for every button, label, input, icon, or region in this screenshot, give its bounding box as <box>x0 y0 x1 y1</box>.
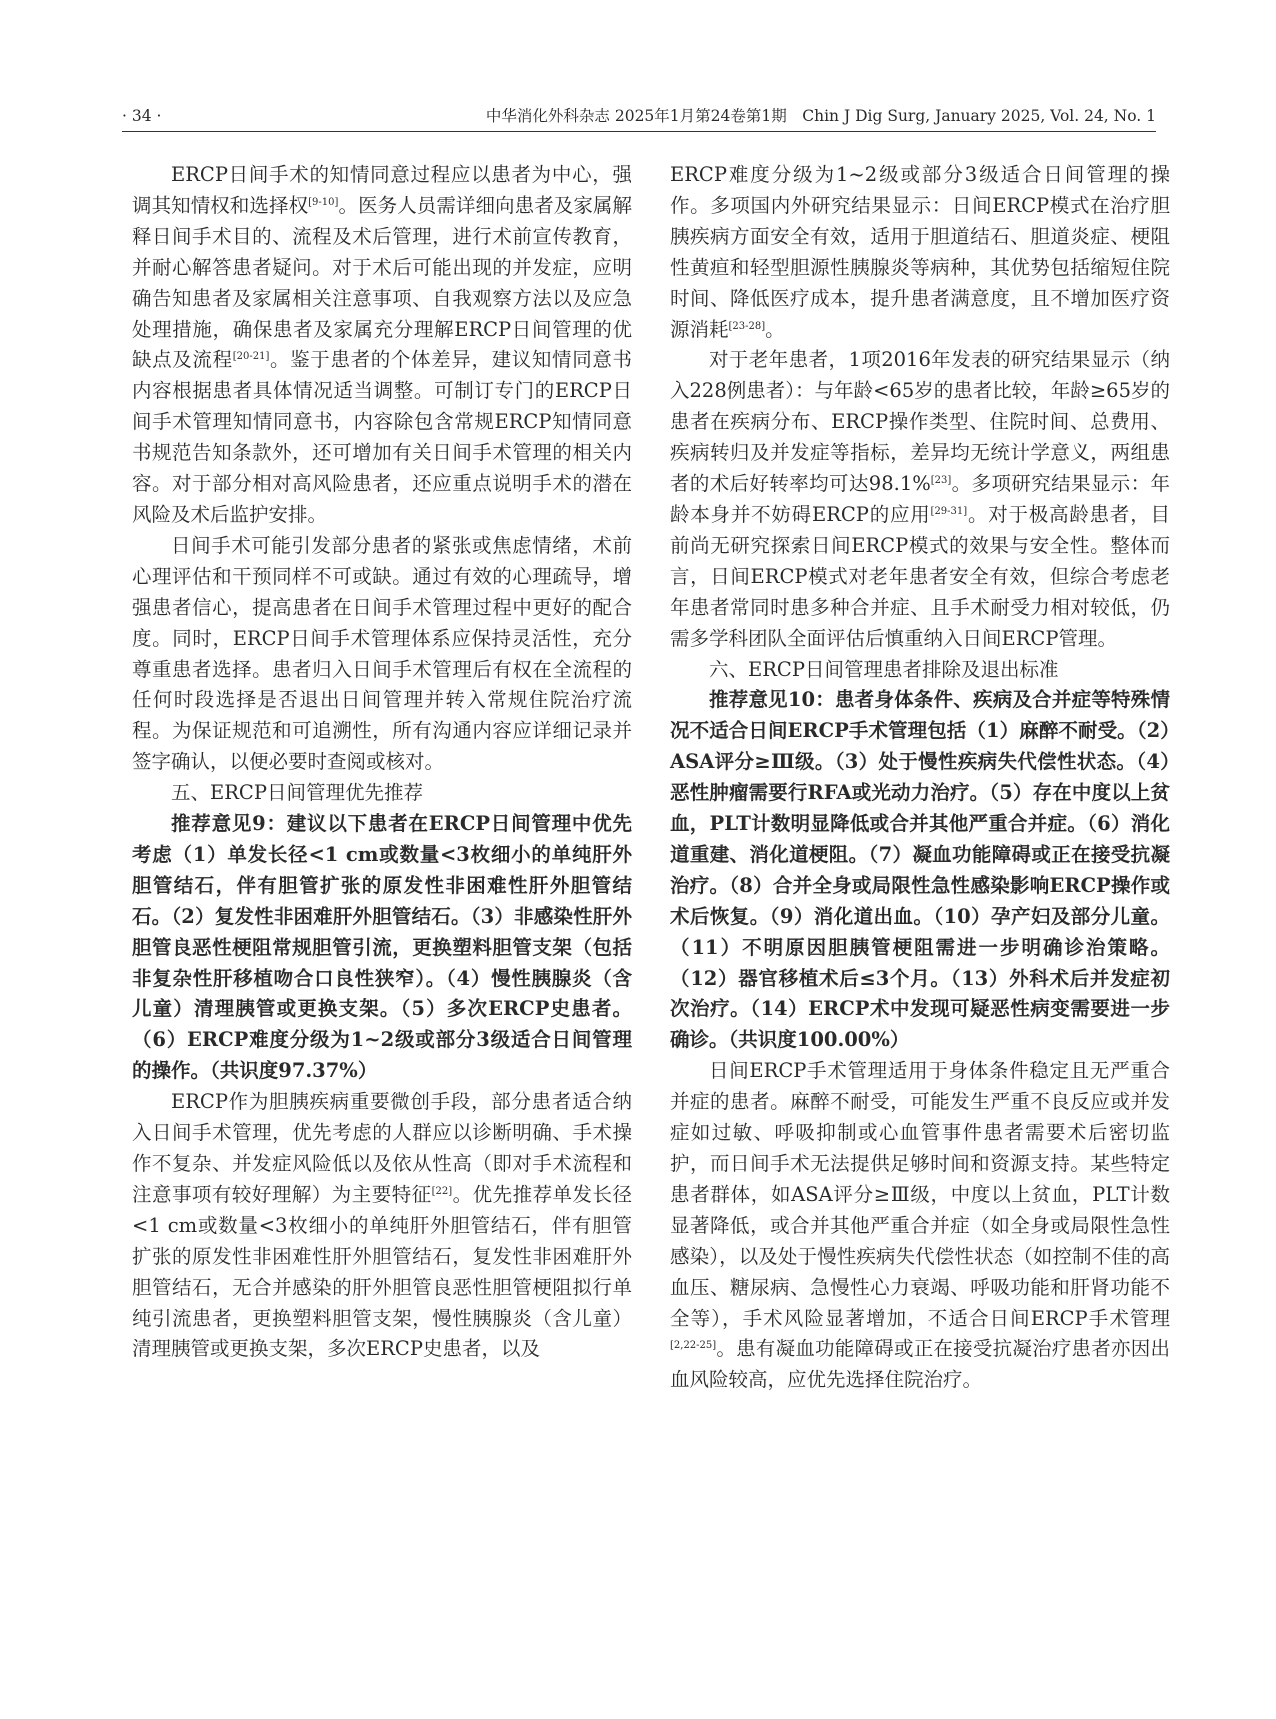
journal-running-head: 中华消化外科杂志 2025年1月第24卷第1期 Chin J Dig Surg, January 2025, Vol. 24, No. 1 <box>485 107 1156 125</box>
paragraph-text: 日间ERCP手术管理适用于身体条件稳定且无严重合并症的患者。麻醉不耐受，可能发生严重不良反应或并发症如过敏、呼吸抑制或心血管事件患者需要术后密切监护，而日间手术无法提供足够时间和资源支持。某些特定患者群体，如ASA评分≥Ⅲ级，中度以上贫血，PLT计数显著降低，或合并其他严重合并症（如全身或局限性急性感染），以及处于慢性疾病失代偿性状态（如控制不佳的高血压、糖尿病、急慢性心力衰竭、呼吸功能和肝肾功能不全等），手术风险显著增加，不适合日间ERCP手术管理 <box>670 1059 1170 1330</box>
paragraph-continued <box>670 160 1170 345</box>
left-column <box>132 160 632 1365</box>
paragraph-text: 。鉴于患者的个体差异，建议知情同意书内容根据患者具体情况适当调整。可制订专门的ERCP日间手术管理知情同意书，内容除包含常规ERCP知情同意书规范告知条款外，还可增加有关日间手术管理的相关内容。对于部分相对高风险患者，还应重点说明手术的潜在风险及术后监护安排。 <box>132 348 632 526</box>
paragraph-psychological-assessment: 日间手术可能引发部分患者的紧张或焦虑情绪，术前心理评估和干预同样不可或缺。通过有效的心理疏导，增强患者信心，提高患者在日间手术管理过程中更好的配合度。同时，ERCP日间手术管理体系应保持灵活性，充分尊重患者选择。患者归入日间手术管理后有权在全流程的任何时段选择是否退出日间管理并转入常规住院治疗流程。为保证规范和可追溯性，所有沟通内容应详细记录并签字确认，以便必要时查阅或核对。 <box>132 533 632 774</box>
paragraph-text: 。 <box>765 317 785 341</box>
paragraph-text: 对于老年患者，1项2016年发表的研究结果显示（纳入228例患者）：与年龄<65岁的患者比较，年龄≥65岁的患者在疾病分布、ERCP操作类型、住院时间、总费用、疾病转归及并发症等指标，差异均无统计学意义，两组患者的术后好转率均可达98.1% <box>670 348 1170 496</box>
header-rule <box>122 131 1156 132</box>
paragraph-exclusion-criteria <box>670 1056 1170 1396</box>
citation: [23] <box>930 475 952 487</box>
recommendation-10: 推荐意见10：患者身体条件、疾病及合并症等特殊情况不适合日间ERCP手术管理包括（1）麻醉不耐受。（2）ASA评分≥Ⅲ级。（3）处于慢性疾病失代偿性状态。（4）恶性肿瘤需要行RFA或光动力治疗。（5）存在中度以上贫血，PLT计数明显降低或合并其他严重合并症。（6）消化道重建、消化道梗阻。（7）凝血功能障碍或正在接受抗凝治疗。（8）合并全身或局限性急性感染影响ERCP操作或术后恢复。（9）消化道出血。（10）孕产妇及部分儿童。（11）不明原因胆胰管梗阻需进一步明确诊治策略。（12）器官移植术后≤3个月。（13）外科术后并发症初次治疗。（14）ERCP术中发现可疑恶性病变需要进一步确诊。（共识度100.00%） <box>670 688 1170 1052</box>
citation: [22] <box>431 1185 453 1197</box>
paragraph-text: 。对于极高龄患者，目前尚无研究探索日间ERCP模式的效果与安全性。整体而言，日间ERCP模式对老年患者安全有效，但综合考虑老年患者常同时患多种合并症、且手术耐受力相对较低，仍需多学科团队全面评估后慎重纳入日间ERCP管理。 <box>670 502 1170 650</box>
paragraph-text: 。多项研究结果显示：年龄本身并不妨碍ERCP的应用 <box>670 472 1170 526</box>
running-header <box>122 100 1156 132</box>
page-number: · 34 · <box>122 107 162 125</box>
section-heading-5: 五、ERCP日间管理优先推荐 <box>171 781 423 805</box>
paragraph-text: 。医务人员需详细向患者及家属解释日间手术目的、流程及术后管理，进行术前宣传教育，并耐心解答患者疑问。对于术后可能出现的并发症，应明确告知患者及家属相关注意事项、自我观察方法以及应急处理措施，确保患者及家属充分理解ERCP日间管理的优缺点及流程 <box>132 193 632 372</box>
section-heading-6: 六、ERCP日间管理患者排除及退出标准 <box>709 657 1059 681</box>
paragraph-text: ERCP日间手术的知情同意过程应以患者为中心，强调其知情权和选择权 <box>132 163 632 217</box>
citation: [23-28] <box>728 320 766 332</box>
paragraph-priority-population <box>132 1087 632 1365</box>
citation: [20-21] <box>232 351 270 363</box>
paragraph-text: ERCP难度分级为1~2级或部分3级适合日间管理的操作。多项国内外研究结果显示：日间ERCP模式在治疗胆胰疾病方面安全有效，适用于胆道结石、胆道炎症、梗阻性黄疸和轻型胆源性胰腺炎等病种，其优势包括缩短住院时间、降低医疗成本，提升患者满意度，且不增加医疗资源消耗 <box>670 163 1170 341</box>
citation: [9-10] <box>308 196 339 208</box>
paragraph-text: 。患有凝血功能障碍或正在接受抗凝治疗患者亦因出血风险较高，应优先选择住院治疗。 <box>670 1337 1170 1392</box>
paragraph-informed-consent <box>132 160 632 531</box>
citation: [2,22-25] <box>670 1340 717 1352</box>
right-column <box>670 160 1170 1396</box>
recommendation-9: 推荐意见9：建议以下患者在ERCP日间管理中优先考虑（1）单发长径<1 cm或数量<3枚细小的单纯肝外胆管结石，伴有胆管扩张的原发性非困难性肝外胆管结石。（2）复发性非困难肝外胆管结石。（3）非感染性肝外胆管良恶性梗阻常规胆管引流，更换塑料胆管支架（包括非复杂性肝移植吻合口良性狭窄）。（4）慢性胰腺炎（含儿童）清理胰管或更换支架。（5）多次ERCP史患者。（6）ERCP难度分级为1~2级或部分3级适合日间管理的操作。（共识度97.37%） <box>132 812 632 1083</box>
paragraph-elderly-patients <box>670 345 1170 654</box>
paragraph-text: 。优先推荐单发长径<1 cm或数量<3枚细小的单纯肝外胆管结石，伴有胆管扩张的原发性非困难性肝外胆管结石，复发性非困难肝外胆管结石，无合并感染的肝外胆管良恶性胆管梗阻拟行单纯引流患者，更换塑料胆管支架，慢性胰腺炎（含儿童）清理胰管或更换支架，多次ERCP史患者，以及 <box>132 1182 632 1361</box>
citation: [29-31] <box>930 505 968 517</box>
paragraph-text: ERCP作为胆胰疾病重要微创手段，部分患者适合纳入日间手术管理，优先考虑的人群应以诊断明确、手术操作不复杂、并发症风险低以及依从性高（即对手术流程和注意事项有较好理解）为主要特征 <box>132 1090 632 1206</box>
